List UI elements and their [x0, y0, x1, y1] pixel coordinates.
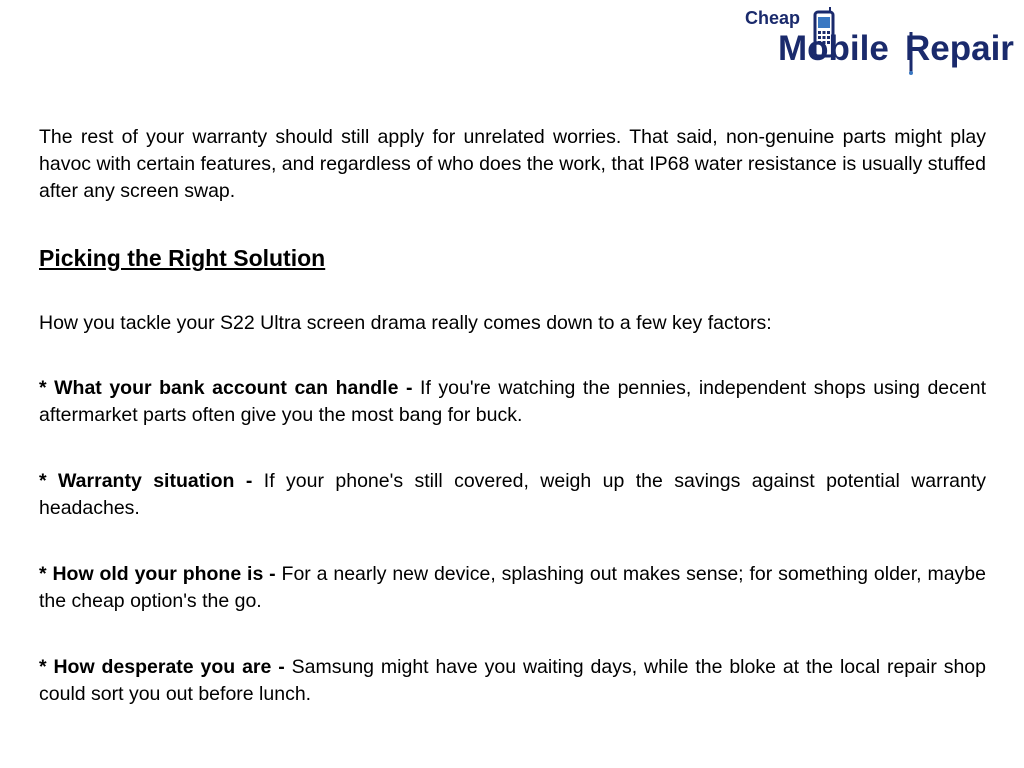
factor-urgency: [39, 654, 986, 708]
factor-phone-age: [39, 561, 986, 615]
factor-text: If your phone's still covered, weigh up the savings against potential warranty headaches.: [39, 470, 986, 519]
logo-top-word: Cheap: [745, 8, 801, 28]
logo-graphic: [742, 6, 1022, 78]
factor-warranty: [39, 468, 986, 522]
factor-budget: [39, 375, 986, 429]
factor-text: If you're watching the pennies, independent shops using decent aftermarket parts often give you the most bang for buck.: [39, 377, 987, 426]
factor-text: For a nearly new device, splashing out makes sense; for something older, maybe the cheap option's the go.: [39, 563, 986, 612]
factor-label: * How desperate you are -: [39, 656, 285, 678]
article-body: [39, 124, 986, 708]
logo-main-word-1: Mobile: [778, 29, 889, 68]
factor-text: Samsung might have you waiting days, while the bloke at the local repair shop could sort you out before lunch.: [39, 656, 986, 705]
intro-paragraph: The rest of your warranty should still apply for unrelated worries. That said, non-genuine parts might play havoc with certain features, and regardless of who does the work, that IP68 water resistance is usually stuffed after any screen swap.: [39, 126, 986, 202]
lead-paragraph: How you tackle your S22 Ultra screen drama really comes down to a few key factors:: [39, 312, 772, 334]
brand-logo[interactable]: [742, 6, 1022, 78]
factor-label: * What your bank account can handle -: [39, 377, 413, 399]
logo-main-word-2: Repair: [905, 29, 1014, 68]
factor-label: * How old your phone is -: [39, 563, 276, 585]
section-heading: Picking the Right Solution: [39, 245, 326, 271]
factor-label: * Warranty situation -: [39, 470, 253, 492]
